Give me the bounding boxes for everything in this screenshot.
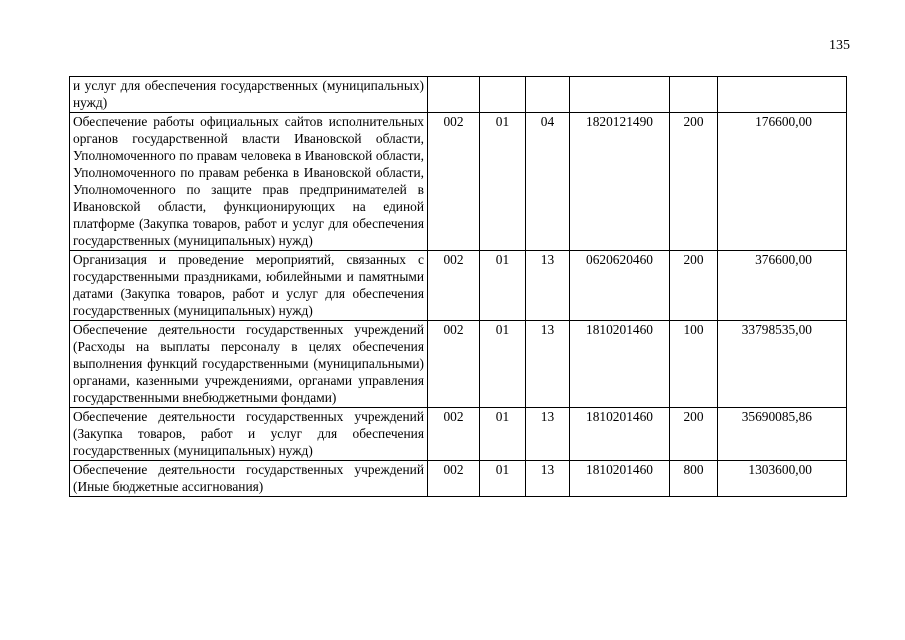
ministry-code — [428, 77, 480, 113]
amount — [718, 77, 847, 113]
expense-type-code: 800 — [670, 461, 718, 497]
table-row — [70, 321, 847, 408]
expense-type-code: 100 — [670, 321, 718, 408]
ministry-code: 002 — [428, 321, 480, 408]
target-item-code: 1820121490 — [570, 113, 670, 251]
amount: 33798535,00 — [718, 321, 847, 408]
amount: 1303600,00 — [718, 461, 847, 497]
target-item-code: 1810201460 — [570, 461, 670, 497]
table-row — [70, 251, 847, 321]
target-item-code — [570, 77, 670, 113]
ministry-code: 002 — [428, 408, 480, 461]
section-code: 01 — [480, 251, 526, 321]
target-item-code: 1810201460 — [570, 408, 670, 461]
section-code: 01 — [480, 321, 526, 408]
section-code — [480, 77, 526, 113]
amount: 376600,00 — [718, 251, 847, 321]
ministry-code: 002 — [428, 113, 480, 251]
ministry-code: 002 — [428, 461, 480, 497]
section-code: 01 — [480, 461, 526, 497]
page-number: 135 — [829, 38, 850, 53]
expense-description: и услуг для обеспечения государственных (муниципальных) нужд) — [70, 77, 428, 113]
expense-description: Обеспечение деятельности государственных учреждений (Расходы на выплаты персоналу в целях обеспечения выполнения функций государственными (муниципальными) органами, казенными учреждениями, органами управления государственными внебюджетными фондами) — [70, 321, 428, 408]
expense-type-code: 200 — [670, 251, 718, 321]
table-row — [70, 461, 847, 497]
section-code: 01 — [480, 113, 526, 251]
target-item-code: 0620620460 — [570, 251, 670, 321]
target-item-code: 1810201460 — [570, 321, 670, 408]
expense-type-code: 200 — [670, 113, 718, 251]
expense-description: Обеспечение работы официальных сайтов исполнительных органов государственной власти Ивановской области, Уполномоченного по правам человека в Ивановской области, Уполномоченного по правам ребенка в Ивановской области, Уполномоченного по защите прав предпринимателей в Ивановской области, функционирующих на единой платформе (Закупка товаров, работ и услуг для обеспечения государственных (муниципальных) нужд) — [70, 113, 428, 251]
table-row — [70, 408, 847, 461]
ministry-code: 002 — [428, 251, 480, 321]
subsection-code: 13 — [526, 251, 570, 321]
subsection-code — [526, 77, 570, 113]
amount: 176600,00 — [718, 113, 847, 251]
subsection-code: 04 — [526, 113, 570, 251]
expense-description: Обеспечение деятельности государственных учреждений (Закупка товаров, работ и услуг для обеспечения государственных (муниципальных) нужд) — [70, 408, 428, 461]
expense-type-code — [670, 77, 718, 113]
amount: 35690085,86 — [718, 408, 847, 461]
subsection-code: 13 — [526, 321, 570, 408]
section-code: 01 — [480, 408, 526, 461]
table-row — [70, 113, 847, 251]
expense-description: Обеспечение деятельности государственных учреждений (Иные бюджетные ассигнования) — [70, 461, 428, 497]
subsection-code: 13 — [526, 408, 570, 461]
expense-type-code: 200 — [670, 408, 718, 461]
subsection-code: 13 — [526, 461, 570, 497]
budget-table — [69, 76, 847, 497]
expense-description: Организация и проведение мероприятий, связанных с государственными праздниками, юбилейными и памятными датами (Закупка товаров, работ и услуг для обеспечения государственных (муниципальных) нужд) — [70, 251, 428, 321]
table-row — [70, 77, 847, 113]
